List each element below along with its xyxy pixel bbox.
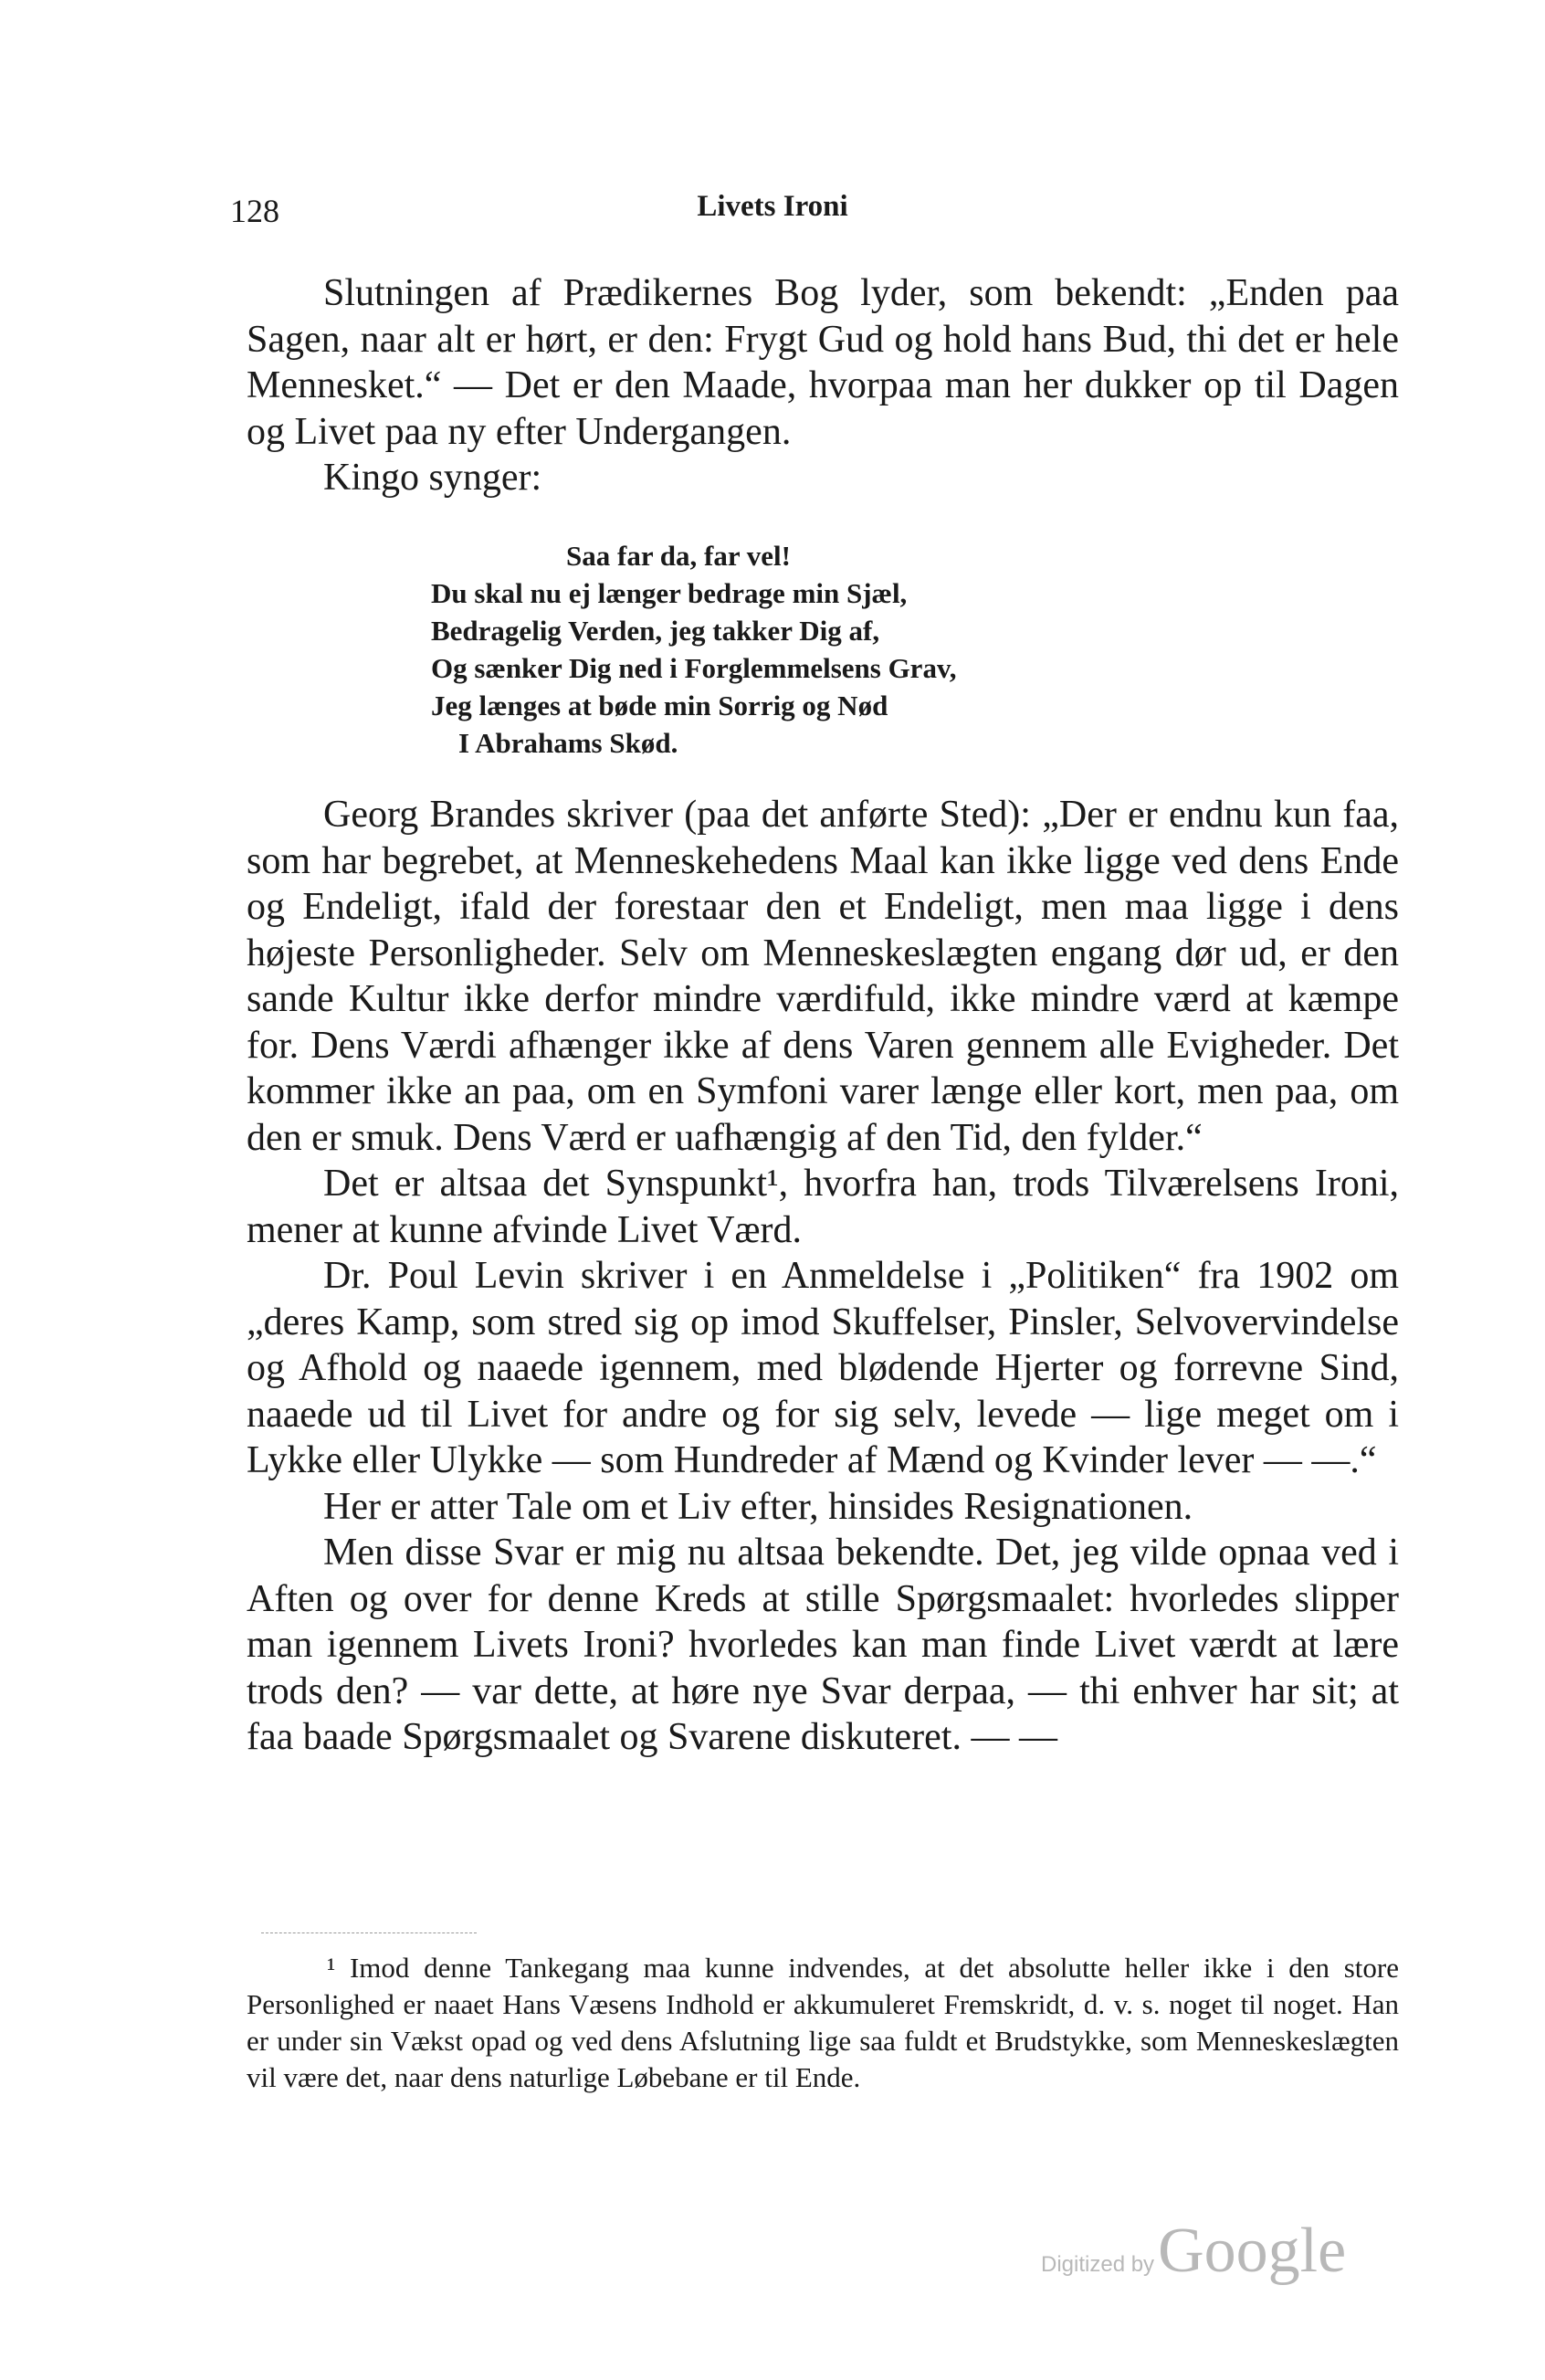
poem-line: Saa far da, far vel!: [566, 540, 791, 572]
paragraph: Her er atter Tale om et Liv efter, hinsides Resignationen.: [323, 1485, 1193, 1528]
poem-line: I Abrahams Skød.: [458, 727, 678, 759]
paragraph: Dr. Poul Levin skriver i en Anmeldelse i „Politiken“ fra 1902 om „deres Kamp, som stred sig op imod Skuffelser, Pinsler, Selvovervindelse og Afhold og naaede igennem, med blødende Hjerter og forrevne Sind, naaede ud til Livet for andre og for sig selv, levede — lige meget om i Lykke eller Ulykke — som Hundreder af Mænd og Kvinder lever — —.“: [247, 1255, 1399, 1481]
poem-line: Bedragelig Verden, jeg takker Dig af,: [431, 615, 880, 647]
intro-text: [247, 270, 1399, 501]
poem-line: Og sænker Dig ned i Forglemmelsens Grav,: [431, 652, 957, 684]
footnote-text: ¹ Imod denne Tankegang maa kunne indvendes, at det absolutte heller ikke i den store Personlighed er naaet Hans Væsens Indhold er akkumuleret Fremskridt, d. v. s. noget til noget. Han er under sin Vækst opad og ved dens Afslutning lige saa fuldt et Brudstykke, som Menneskeslægten vil være det, naar dens naturlige Løbebane er til Ende.: [247, 1952, 1399, 2093]
footnote: [247, 1950, 1399, 2096]
google-logo: Google: [1158, 2216, 1347, 2286]
digitized-watermark: [1041, 2215, 1346, 2288]
paragraph: Det er altsaa det Synspunkt¹, hvorfra han, trods Tilværelsens Ironi, mener at kunne afvinde Livet Værd.: [247, 1163, 1399, 1251]
paragraph: Georg Brandes skriver (paa det anførte Sted): „Der er endnu kun faa, som har begrebet, at Menneskehedens Maal kan ikke ligge ved dens Ende og Endeligt, ifald der forestaar den et Endeligt, men maa ligge i dens højeste Personligheder. Selv om Menneskeslægten engang dør ud, er den sande Kultur ikke derfor mindre værdifuld, ikke mindre værd at kæmpe for. Dens Værdi afhænger ikke af dens Varen gennem alle Evigheder. Det kommer ikke an paa, om en Symfoni varer længe eller kort, men paa, om den er smuk. Dens Værd er uafhængig af den Tid, den fylder.“: [247, 794, 1399, 1159]
paragraph: Kingo synger:: [323, 457, 542, 499]
running-title: Livets Ironi: [697, 190, 848, 223]
watermark-prefix: Digitized by: [1041, 2252, 1155, 2277]
poem-line: Du skal nu ej længer bedrage min Sjæl,: [431, 577, 908, 609]
page-number: 128: [230, 193, 279, 229]
footnote-separator: [261, 1932, 477, 1933]
poem-line: Jeg længes at bøde min Sorrig og Nød: [431, 690, 888, 721]
paragraph: Men disse Svar er mig nu altsaa bekendte. Det, jeg vilde opnaa ved i Aften og over for denne Kreds at stille Spørgsmaalet: hvorledes slipper man igennem Livets Ironi? hvorledes kan man finde Livet værdt at lære trods den? — var dette, at høre nye Svar derpaa, — thi enhver har sit; at faa baade Spørgsmaalet og Svarene diskuteret. — —: [247, 1532, 1399, 1758]
poem-quote: [431, 537, 956, 762]
paragraph: Slutningen af Prædikernes Bog lyder, som bekendt: „Enden paa Sagen, naar alt er hørt, er den: Frygt Gud og hold hans Bud, thi det er hele Mennesket.“ — Det er den Maade, hvorpaa man her dukker op til Dagen og Livet paa ny efter Undergangen.: [247, 272, 1399, 453]
main-text: [247, 792, 1399, 1761]
